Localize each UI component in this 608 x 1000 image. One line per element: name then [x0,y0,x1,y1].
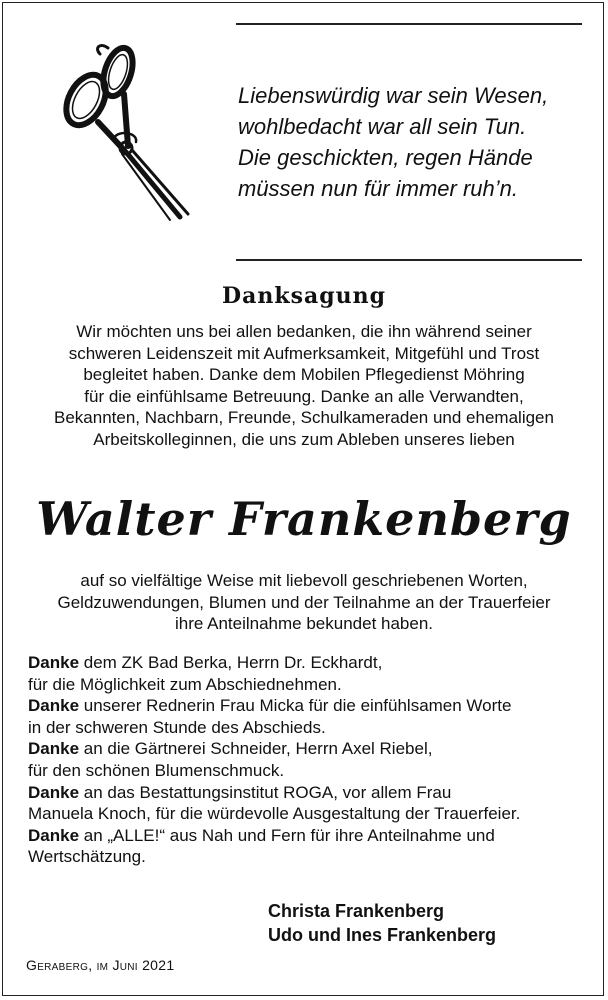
poem-line: müssen nun für immer ruh’n. [238,176,518,201]
poem-line: wohlbedacht war all sein Tun. [238,114,527,139]
intro-line: begleitet haben. Danke dem Mobilen Pflegedienst Möhring [83,365,525,384]
thanks-text: an das Bestattungsinstitut ROGA, vor allem Frau [79,782,452,802]
thanks-line: für die Möglichkeit zum Abschiednehmen. [28,674,342,694]
thanks-line [28,738,588,760]
poem-line: Liebenswürdig war sein Wesen, [238,83,549,108]
after-line: Geldzuwendungen, Blumen und der Teilnahme an der Trauerfeier [57,592,551,612]
intro-line: für die einfühlsame Betreuung. Danke an alle Verwandten, [84,386,524,406]
thanks-keyword: Danke [28,825,80,845]
thanks-line: für den schönen Blumenschmuck. [28,760,285,780]
thanks-text: an „ALLE!“ aus Nah und Fern für ihre Anteilnahme und [79,825,495,845]
thanks-line: Manuela Knoch, für die würdevolle Ausgestaltung der Trauerfeier. [28,804,521,824]
poem-line: Die geschickten, regen Hände [238,145,533,170]
deceased-name: Walter Frankenberg [36,492,572,546]
thanks-line [28,782,588,804]
signature-line: Christa Frankenberg [268,901,445,921]
thanks-line: in der schweren Stunde des Abschieds. [28,717,326,737]
thanks-text: an die Gärtnerei Schneider, Herrn Axel Riebel, [79,739,433,759]
after-text [0,570,608,635]
thanks-text: dem ZK Bad Berka, Herrn Dr. Eckhardt, [79,653,383,672]
signatures [268,899,496,947]
intro-line: Bekannten, Nachbarn, Freunde, Schulkameraden und ehemaligen [54,408,554,427]
thanks-line: Wertschätzung. [28,847,146,867]
thanks-line [28,695,588,717]
intro-line: Wir möchten uns bei allen bedanken, die ihn während seiner [76,322,532,341]
after-line: ihre Anteilnahme bekundet haben. [174,614,434,633]
thanks-keyword: Danke [28,696,80,716]
thanks-keyword: Danke [28,782,80,802]
bottom-rule [236,259,582,261]
heading: Danksagung [222,283,386,309]
place-date: Geraberg, im Juni 2021 [26,957,175,973]
signature-line: Udo und Ines Frankenberg [268,925,497,945]
intro-line: Arbeitskolleginnen, die uns zum Ableben unseres lieben [93,429,515,449]
thanks-text: unserer Rednerin Frau Micka für die einfühlsamen Worte [79,696,512,716]
thanks-keyword: Danke [28,739,80,759]
intro-line: schweren Leidenszeit mit Aufmerksamkeit, Mitgefühl und Trost [68,343,540,363]
scissors-icon [48,42,193,227]
thanks-line [28,652,588,674]
intro-text [0,321,608,450]
poem [238,80,598,204]
thanks-line [28,825,588,847]
thanks-list [28,652,588,868]
top-rule [236,23,582,25]
thanks-keyword: Danke [28,653,80,672]
after-line: auf so vielfältige Weise mit liebevoll geschriebenen Worten, [80,571,528,590]
